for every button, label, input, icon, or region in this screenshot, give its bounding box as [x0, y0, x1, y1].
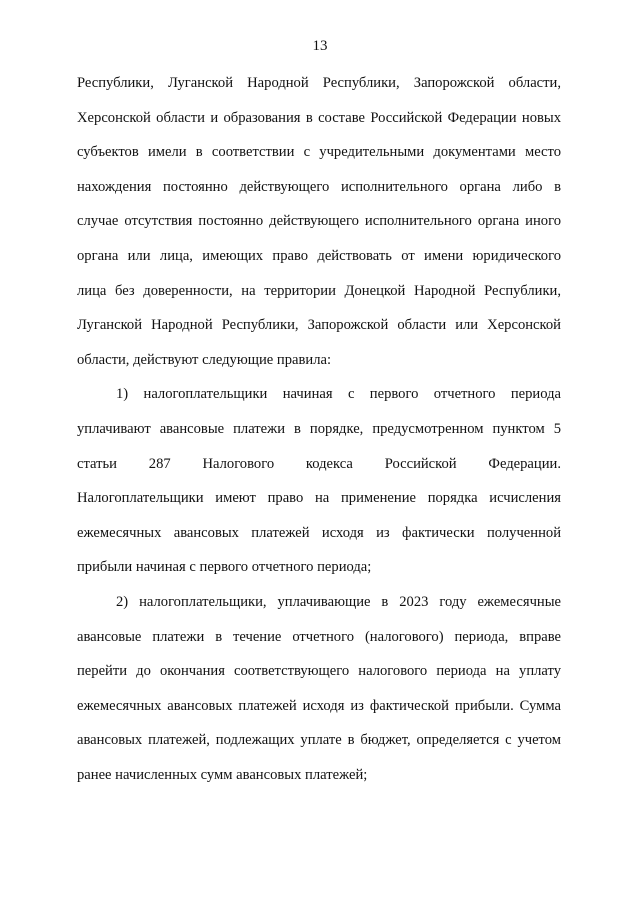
text-line: органа или лица, имеющих право действовать от имени юридического [77, 247, 561, 264]
list-item-1-first-line: 1) налогоплательщики начиная с первого отчетного периода [116, 386, 561, 403]
text-line: Республики, Луганской Народной Республики, Запорожской области, [77, 75, 561, 91]
text-line: Луганской Народной Республики, Запорожской области или Херсонской [77, 317, 561, 334]
page-number: 13 [312, 38, 328, 54]
text-line: статьи 287 Налогового кодекса Российской Федерации. [77, 455, 561, 472]
text-line: нахождения постоянно действующего исполнительного органа либо в [77, 178, 561, 195]
text-line: авансовые платежи в течение отчетного (налогового) периода, вправе [77, 628, 561, 645]
text-line: уплачивают авансовые платежи в порядке, предусмотренном пунктом 5 [77, 420, 561, 437]
text-line: ежемесячных авансовых платежей исходя из фактической прибыли. Сумма [77, 697, 561, 714]
text-line: лица без доверенности, на территории Донецкой Народной Республики, [77, 282, 561, 299]
text-line: авансовых платежей, подлежащих уплате в бюджет, определяется с учетом [77, 732, 561, 749]
document-body [77, 72, 561, 798]
text-line: области, действуют следующие правила: [77, 351, 332, 368]
text-line: случае отсутствия постоянно действующего исполнительного органа иного [77, 213, 561, 230]
text-line: перейти до окончания соответствующего налогового периода на уплату [77, 663, 561, 680]
text-line: прибыли начиная с первого отчетного периода; [77, 559, 372, 576]
text-line: ранее начисленных сумм авансовых платежей; [77, 766, 368, 783]
list-item-2-first-line: 2) налогоплательщики, уплачивающие в 2023 году ежемесячные [116, 593, 561, 610]
text-line: Херсонской области и образования в составе Российской Федерации новых [77, 109, 561, 126]
text-line: ежемесячных авансовых платежей исходя из фактически полученной [77, 524, 561, 541]
text-line: субъектов имели в соответствии с учредительными документами место [77, 144, 561, 161]
text-line: Налогоплательщики имеют право на применение порядка исчисления [77, 490, 561, 507]
